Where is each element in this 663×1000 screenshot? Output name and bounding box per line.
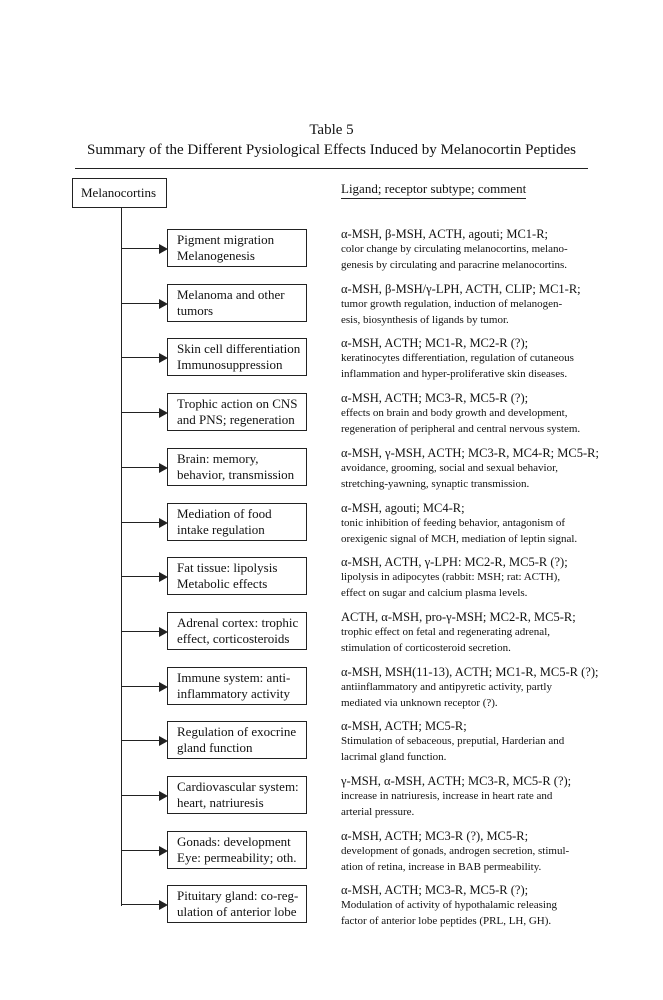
ligand-receptor-text: α-MSH, β-MSH, ACTH, agouti; MC1-R;: [341, 227, 549, 241]
effect-description: [341, 390, 601, 437]
comment-line: lipolysis in adipocytes (rabbit: MSH; rat: ACTH),: [341, 571, 561, 583]
comment-line: Stimulation of sebaceous, preputial, Harderian and: [341, 735, 565, 747]
effect-label-line: ulation of anterior lobe: [177, 904, 297, 919]
comment-line: tumor growth regulation, induction of melanogen-: [341, 298, 563, 310]
comment-line: ation of retina, increase in BAB permeability.: [341, 860, 542, 873]
effect-label-line: tumors: [177, 303, 214, 318]
effect-label-line: Brain: memory,: [177, 451, 259, 466]
effect-box: [167, 284, 307, 322]
comment-line: stimulation of corticosteroid secretion.: [341, 641, 511, 654]
ligand-receptor-text: α-MSH, ACTH; MC3-R, MC5-R (?);: [341, 391, 529, 405]
tree-trunk-line: [121, 208, 122, 906]
effect-label-line: Cardiovascular system:: [177, 779, 299, 794]
effect-label-line: Pigment migration: [177, 232, 275, 247]
comment-line: factor of anterior lobe peptides (PRL, LH, GH).: [341, 914, 552, 927]
branch-line: [121, 248, 159, 249]
effect-description: [341, 500, 601, 547]
comment-line: mediated via unknown receptor (?).: [341, 696, 498, 709]
branch-line: [121, 467, 159, 468]
comment-line: trophic effect on fetal and regenerating adrenal,: [341, 626, 550, 638]
effect-box: [167, 229, 307, 267]
branch-line: [121, 576, 159, 577]
effect-box: [167, 393, 307, 431]
effect-description: [341, 554, 601, 601]
branch-line: [121, 303, 159, 304]
effect-label-line: heart, natriuresis: [177, 795, 264, 810]
effect-label-line: Adrenal cortex: trophic: [177, 615, 299, 630]
comment-line: effect on sugar and calcium plasma levels.: [341, 586, 528, 599]
ligand-receptor-text: γ-MSH, α-MSH, ACTH; MC3-R, MC5-R (?);: [341, 774, 572, 788]
ligand-receptor-text: α-MSH, ACTH; MC3-R, MC5-R (?);: [341, 883, 529, 897]
comment-line: stretching-yawning, synaptic transmission.: [341, 477, 530, 490]
effect-label-line: Eye: permeability; oth.: [177, 850, 297, 865]
effect-label-line: Fat tissue: lipolysis: [177, 560, 278, 575]
comment-line: orexigenic signal of MCH, mediation of leptin signal.: [341, 532, 578, 545]
effect-description: [341, 664, 601, 711]
comment-line: arterial pressure.: [341, 805, 415, 818]
ligand-receptor-text: α-MSH, ACTH; MC5-R;: [341, 719, 467, 733]
branch-line: [121, 686, 159, 687]
comment-line: inflammation and hyper-proliferative skin diseases.: [341, 367, 568, 380]
effect-box: [167, 448, 307, 486]
table-number: Table 5: [309, 122, 354, 138]
effect-label-line: Immune system: anti-: [177, 670, 291, 685]
table-title: Summary of the Different Pysiological Effects Induced by Melanocortin Peptides: [87, 142, 576, 158]
effect-label-line: Melanoma and other: [177, 287, 285, 302]
effect-description: [341, 718, 601, 765]
effect-label-line: Metabolic effects: [177, 576, 268, 591]
branch-line: [121, 904, 159, 905]
comment-line: esis, biosynthesis of ligands by tumor.: [341, 313, 509, 326]
comment-line: genesis by circulating and paracrine melanocortins.: [341, 258, 568, 271]
effect-label-line: Gonads: development: [177, 834, 291, 849]
ligand-receptor-text: ACTH, α-MSH, pro-γ-MSH; MC2-R, MC5-R;: [341, 610, 576, 624]
effect-description: [341, 828, 601, 875]
comment-line: development of gonads, androgen secretion, stimul-: [341, 845, 570, 857]
effect-box: [167, 612, 307, 650]
root-node-label: Melanocortins: [81, 185, 157, 200]
effect-label-line: Pituitary gland: co-reg-: [177, 888, 299, 903]
comment-line: tonic inhibition of feeding behavior, antagonism of: [341, 517, 566, 529]
branch-line: [121, 795, 159, 796]
branch-line: [121, 740, 159, 741]
effect-box: [167, 721, 307, 759]
branch-line: [121, 522, 159, 523]
comment-line: avoidance, grooming, social and sexual behavior,: [341, 462, 559, 474]
effect-box: [167, 667, 307, 705]
effect-label-line: gland function: [177, 740, 253, 755]
branch-line: [121, 357, 159, 358]
effect-description: [341, 609, 601, 656]
effect-description: [341, 335, 601, 382]
ligand-receptor-text: α-MSH, γ-MSH, ACTH; MC3-R, MC4-R; MC5-R;: [341, 446, 599, 460]
branch-line: [121, 631, 159, 632]
effect-box: [167, 885, 307, 923]
effect-label-line: Regulation of exocrine: [177, 724, 297, 739]
ligand-receptor-text: α-MSH, β-MSH/γ-LPH, ACTH, CLIP; MC1-R;: [341, 282, 581, 296]
effect-description: [341, 226, 601, 273]
ligand-receptor-text: α-MSH, ACTH; MC1-R, MC2-R (?);: [341, 336, 529, 350]
effect-label-line: behavior, transmission: [177, 467, 295, 482]
effect-box: [167, 338, 307, 376]
effect-description: [341, 882, 601, 929]
effect-label-line: intake regulation: [177, 522, 265, 537]
comment-line: increase in natriuresis, increase in heart rate and: [341, 790, 553, 802]
effect-label-line: Skin cell differentiation: [177, 341, 301, 356]
effect-label-line: Trophic action on CNS: [177, 396, 298, 411]
effect-box: [167, 776, 307, 814]
effect-label-line: effect, corticosteroids: [177, 631, 290, 646]
branch-line: [121, 412, 159, 413]
ligand-receptor-text: α-MSH, ACTH; MC3-R (?), MC5-R;: [341, 829, 529, 843]
effect-box: [167, 557, 307, 595]
root-node-box: [72, 178, 167, 208]
ligand-receptor-text: α-MSH, MSH(11-13), ACTH; MC1-R, MC5-R (?);: [341, 665, 599, 679]
effect-description: [341, 773, 601, 820]
effect-description: [341, 281, 601, 328]
comment-line: effects on brain and body growth and development,: [341, 407, 568, 419]
effect-description: [341, 445, 601, 492]
effect-label-line: Immunosuppression: [177, 357, 283, 372]
column-header: Ligand; receptor subtype; comment: [341, 181, 526, 199]
effect-label-line: and PNS; regeneration: [177, 412, 295, 427]
title-rule: [75, 168, 588, 169]
effect-label-line: Mediation of food: [177, 506, 272, 521]
comment-line: lacrimal gland function.: [341, 750, 447, 763]
effect-label-line: inflammatory activity: [177, 686, 290, 701]
effect-box: [167, 831, 307, 869]
comment-line: regeneration of peripheral and central nervous system.: [341, 422, 581, 435]
comment-line: antiinflammatory and antipyretic activity, partly: [341, 681, 552, 693]
ligand-receptor-text: α-MSH, ACTH, γ-LPH: MC2-R, MC5-R (?);: [341, 555, 568, 569]
comment-line: Modulation of activity of hypothalamic releasing: [341, 899, 557, 911]
effect-label-line: Melanogenesis: [177, 248, 255, 263]
effect-box: [167, 503, 307, 541]
branch-line: [121, 850, 159, 851]
comment-line: keratinocytes differentiation, regulation of cutaneous: [341, 352, 574, 364]
comment-line: color change by circulating melanocortins, melano-: [341, 243, 568, 255]
ligand-receptor-text: α-MSH, agouti; MC4-R;: [341, 501, 465, 515]
